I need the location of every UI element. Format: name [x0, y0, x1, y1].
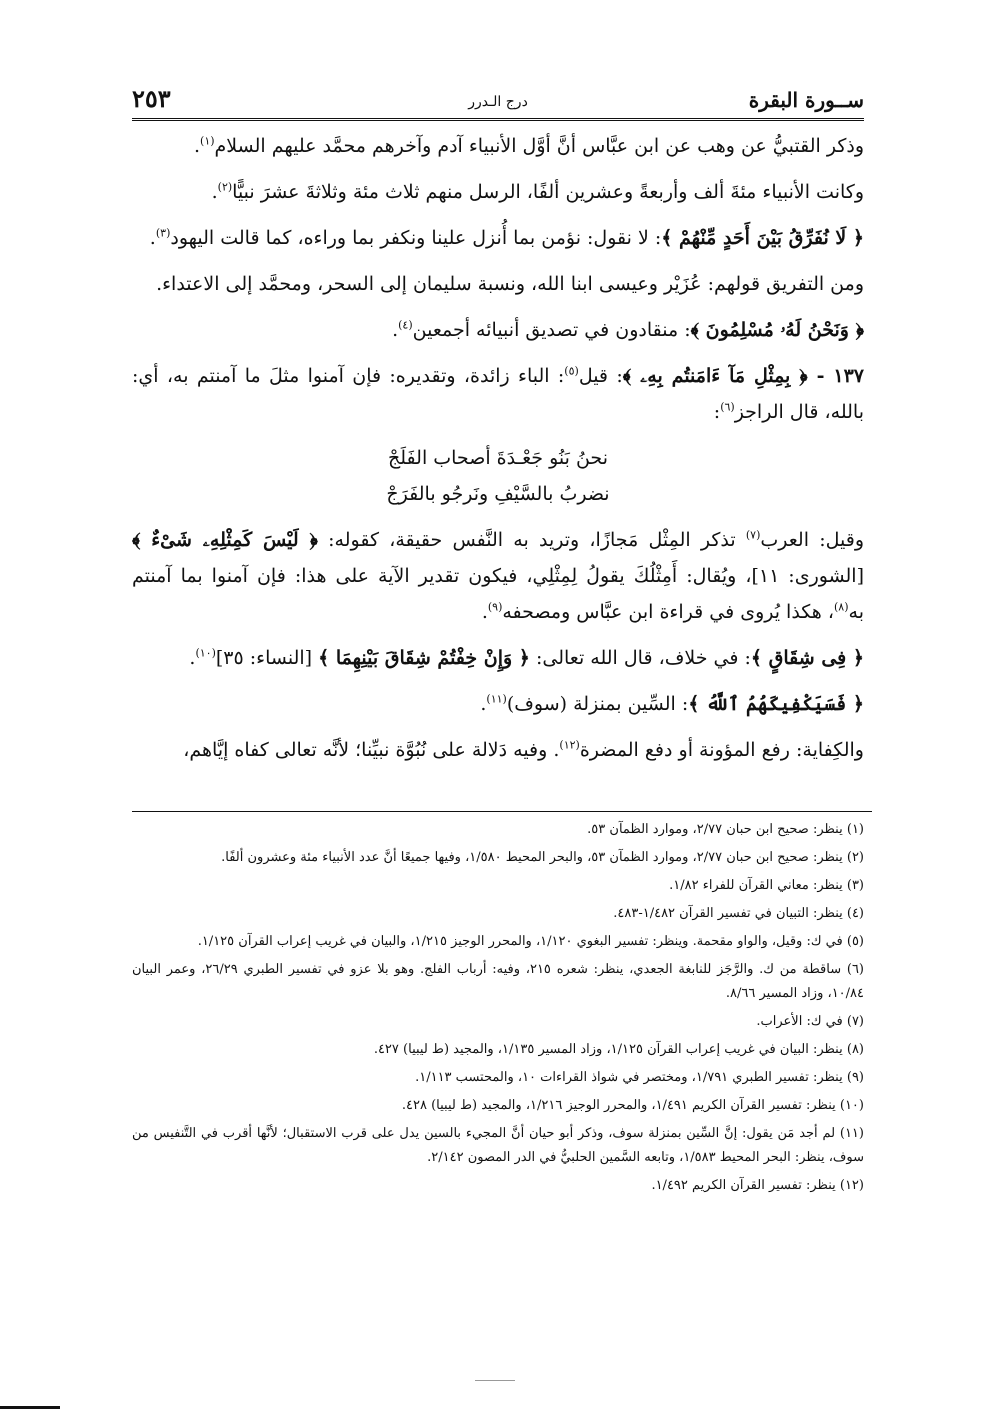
paragraph: وكانت الأنبياء مئةَ ألف وأربعةً وعشرين ألفًا، الرسل منهم ثلاث مئة وثلاثةَ عشرَ نبيًّا$^{(٢)}$.: [211, 180, 864, 203]
footnote: (٥) في ك: وقيل، والواو مقحمة. وينظر: تفسير البغوي ١/١٢٠، والمحرر الوجيز ١/٢١٥، والبيان في غريب إعراب القرآن ١/١٢٥.: [197, 934, 864, 949]
footnote: (٨) ينظر: البيان في غريب إعراب القرآن ١/١٢٥، وزاد المسير ١/١٣٥، والمجيد (ط ليبيا) ٤٢٧.: [373, 1042, 864, 1057]
text: وذكر القتبيُّ عن وهب عن ابن عبَّاس أنَّ أوَّل الأنبياء آدم وآخرهم محمَّد عليهم السلام: [214, 135, 864, 157]
text: ومن التفريق قولهم: عُزَيْر وعيسى ابنا الله، ونسبة سليمان إلى السحر، ومحمَّد إلى الاعتداء.: [156, 273, 864, 295]
footnote: (٩) ينظر: تفسير الطبري ١/٧٩١، ومختصر في شواذ القراءات ١٠، والمحتسب ١/١١٣.: [415, 1070, 864, 1085]
book-title: درج الـدرر: [468, 94, 528, 110]
paragraph: [132, 266, 864, 302]
footnote-ref: (١٠): [195, 646, 216, 660]
paragraph: وقيل: العرب$^{(٧)}$ تذكر المِثْل مَجازًا، وتريد به النَّفس حقيقة، كقوله: ﴿ لَيْسَ كَمِثْلِهِۦ شَىْءٌ ﴾ [الشورى: ١١]، ويُقال: أَمِثْلُكَ يقولُ لِمِثْلِي، فيكون تقدير الآية على هذا: فإن آمنوا بما آمنتم به$^{(٨)}$، هكذا يُروى في قراءة ابن عبَّاس ومصحفه$^{(٩)}$.: [132, 528, 864, 623]
text: تذكر المِثْل مَجازًا، وتريد به النَّفس حقيقة، كقوله:: [317, 529, 746, 551]
footnote: (١٠) ينظر: تفسير القرآن الكريم ١/٤٩١، والمحرر الوجيز ١/٢١٦، والمجيد (ط ليبيا) ٤٢٨.: [401, 1098, 864, 1113]
quran-quote: ﴿ وَنَحْنُ لَهُۥ مُسْلِمُونَ ﴾: [690, 319, 864, 341]
quran-quote: ﴿ فَسَيَكْفِيكَهُمُ ٱللَّهُ ﴾: [688, 693, 864, 715]
scan-edge: [0, 1406, 60, 1409]
footnote-ref: (٢): [217, 180, 233, 194]
footnote-separator: [132, 811, 872, 812]
poetry-block: [132, 440, 864, 512]
text: : لا نقول: نؤمن بما أُنزل علينا ونكفر بما وراءه، كما قالت اليهود: [170, 227, 662, 249]
main-text: [132, 128, 864, 778]
surah-name: ســورة البقرة: [748, 88, 864, 112]
footnote-ref: (٧): [745, 528, 761, 542]
quran-quote: ﴿ لَا نُفَرِّقُ بَيْنَ أَحَدٍ مِّنْهُمْ ﴾: [661, 227, 864, 249]
text: . وفيه دَلالة على نُبُوَّة نبيِّنا؛ لأنَّه تعالى كفاه إيَّاهم،: [183, 739, 560, 761]
footnote-ref: (١٢): [559, 738, 580, 752]
paragraph: ﴿ فَسَيَكْفِيكَهُمُ ٱللَّهُ ﴾: السِّين بمنزلة (سوف)$^{(١١)}$.: [480, 692, 864, 715]
page-header: [132, 82, 864, 116]
quran-quote: ﴿ بِمِثْلِ مَآ ءَامَنتُم بِهِۦ ﴾: [622, 365, 808, 387]
header-rule: [132, 118, 864, 121]
text: : الباء زائدة، وتقديره: فإن آمنوا مثلَ ما آمنتم به، أي: بالله، قال الراجز: [132, 365, 864, 423]
quran-quote: ﴿ فِى شِقَاقٍ ﴾: [750, 647, 864, 669]
footnote: (٢) ينظر: صحيح ابن حبان ٢/٧٧، وموارد الظمآن ٥٣، والبحر المحيط ١/٥٨٠، وفيها جميعًا أنَّ عدد الأنبياء مئة وعشرون ألفًا.: [221, 850, 864, 865]
footnote: (١) ينظر: صحيح ابن حبان ٢/٧٧، وموارد الظمآن ٥٣.: [587, 822, 864, 837]
footnote: (٦) ساقطة من ك. والرَّجَز للنابغة الجعدي، ينظر: شعره ٢١٥، وفيه: أرباب الفلج. وهو بلا عزو في تفسير الطبري ٢٦/٢٩، وعمر البيان ١٠/٨٤، وزاد المسير ٨/٦٦.: [132, 962, 864, 1001]
footnote: (٧) في ك: الأعراب.: [756, 1014, 864, 1029]
text: : السِّين بمنزلة (سوف): [506, 693, 689, 715]
footnote-ref: (٨): [834, 600, 849, 614]
footnote-ref: (١): [200, 134, 215, 148]
poetry-line: نحنُ بَنُو جَعْـدَةَ أصحاب الفَلَجْ: [387, 447, 608, 469]
text: : في خلاف، قال الله تعالى:: [529, 647, 751, 669]
page-number: ٢٥٣: [132, 84, 171, 113]
footnote: (٣) ينظر: معاني القرآن للفراء ١/٨٢.: [669, 878, 864, 893]
text: [النساء: ٣٥]: [215, 647, 319, 669]
text: وكانت الأنبياء مئةَ ألف وأربعةً وعشرين ألفًا، الرسل منهم ثلاث مئة وثلاثةَ عشرَ نبيًّا: [232, 181, 864, 203]
text: [الشورى: ١١]، ويُقال: أَمِثْلُكَ يقولُ لِمِثْلِي، فيكون تقدير الآية على هذا: فإن آمنوا بما آمنتم به: [132, 565, 864, 623]
footnote-ref: (١١): [486, 692, 507, 706]
paragraph: ﴿ لَا نُفَرِّقُ بَيْنَ أَحَدٍ مِّنْهُمْ ﴾: لا نقول: نؤمن بما أُنزل علينا ونكفر بما وراءه، كما قالت اليهود$^{(٣)}$.: [149, 226, 864, 249]
verse-number: ١٣٧ -: [807, 365, 864, 387]
text: : قيل: [578, 365, 623, 387]
footnote-ref: (٤): [398, 318, 413, 332]
scan-mark: [475, 1380, 515, 1381]
quran-quote: ﴿ وَإِنْ خِفْتُمْ شِقَاقَ بَيْنِهِمَا ﴾: [318, 647, 530, 669]
poetry-line: نضربُ بالسَّيْفِ ونَرجُو بالفَرَجْ: [386, 483, 610, 505]
footnote: (١٢) ينظر: تفسير القرآن الكريم ١/٤٩٢.: [651, 1178, 864, 1193]
footnote-ref: (٥): [564, 364, 579, 378]
footnote: (١١) لم أجد مَن يقول: إنَّ السِّين بمنزلة سوف، وذكر أبو حيان أنَّ المجيء بالسين يدل على قرب الاستقبال؛ لأنَّها أقرب في التَّنفيس من سوف، ينظر: البحر المحيط ١/٥٨٣، وتابعه السَّمين الحلبيُّ في الدر المصون ٢/١٤٢.: [132, 1126, 864, 1165]
text: : منقادون في تصديق أنبيائه أجمعين: [412, 319, 691, 341]
text: والكِفاية: رفع المؤونة أو دفع المضرة: [579, 739, 864, 761]
footnote-ref: (٩): [487, 600, 503, 614]
footnote-ref: (٣): [155, 226, 171, 240]
footnotes: [132, 818, 864, 1202]
paragraph: ﴿ وَنَحْنُ لَهُۥ مُسْلِمُونَ ﴾: منقادون في تصديق أنبيائه أجمعين$^{(٤)}$.: [392, 318, 864, 341]
text: ، هكذا يُروى في قراءة ابن عبَّاس ومصحفه: [502, 601, 834, 623]
paragraph: ﴿ فِى شِقَاقٍ ﴾: في خلاف، قال الله تعالى: ﴿ وَإِنْ خِفْتُمْ شِقَاقَ بَيْنِهِمَا ﴾ [النساء: ٣٥]$^{(١٠)}$.: [189, 646, 864, 669]
footnote-ref: (٦): [720, 400, 735, 414]
text: وقيل: العرب: [760, 529, 864, 551]
quran-quote: ﴿ لَيْسَ كَمِثْلِهِۦ شَىْءٌ ﴾: [132, 529, 318, 551]
footnote: (٤) ينظر: التبيان في تفسير القرآن ١/٤٨٢-٤٨٣.: [613, 906, 864, 921]
paragraph: وذكر القتبيُّ عن وهب عن ابن عبَّاس أنَّ أوَّل الأنبياء آدم وآخرهم محمَّد عليهم السلام$^{(١)}$.: [193, 134, 864, 157]
paragraph: [132, 732, 864, 768]
paragraph: ١٣٧ - ﴿ بِمِثْلِ مَآ ءَامَنتُم بِهِۦ ﴾: قيل$^{(٥)}$: الباء زائدة، وتقديره: فإن آمنوا مثلَ ما آمنتم به، أي: بالله، قال الراجز$^{(٦)}$:: [132, 364, 864, 423]
